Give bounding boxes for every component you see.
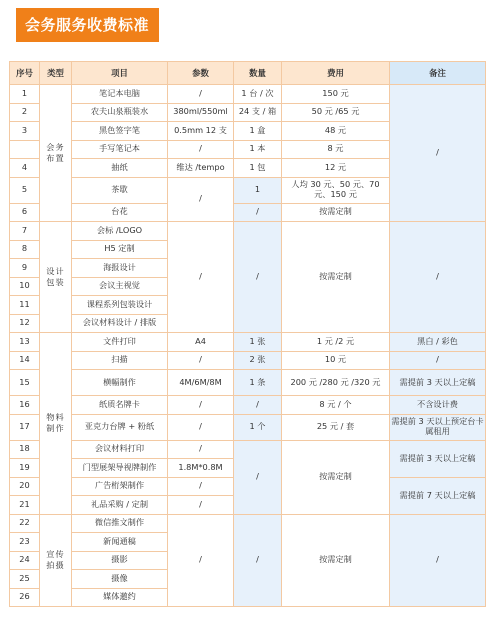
row-fee: 8 元 / 个 xyxy=(282,396,390,415)
table-row xyxy=(10,351,486,370)
row-note: / xyxy=(390,514,486,607)
row-item: 礼品采购 / 定制 xyxy=(72,496,168,515)
row-param: / xyxy=(168,222,234,333)
row-fee: 200 元 /280 元 /320 元 xyxy=(282,370,390,396)
table-row xyxy=(10,396,486,415)
table-header-row xyxy=(10,62,486,85)
row-no: 12 xyxy=(10,314,40,333)
row-item: 文件打印 xyxy=(72,333,168,352)
row-param: / xyxy=(168,351,234,370)
fee-table xyxy=(9,61,486,607)
row-fee: 8 元 xyxy=(282,140,390,159)
row-note: / xyxy=(390,351,486,370)
category-cell: 设计 包装 xyxy=(40,222,72,333)
row-param: 380ml/550ml xyxy=(168,103,234,122)
row-no: 2 xyxy=(10,103,40,122)
row-fee: 按需定制 xyxy=(282,440,390,514)
category-cell: 会务 布置 xyxy=(40,85,72,222)
row-item: 会标 /LOGO xyxy=(72,222,168,241)
row-qty: 1 台 / 次 xyxy=(234,85,282,104)
row-qty: 1 本 xyxy=(234,140,282,159)
row-no: 19 xyxy=(10,459,40,478)
row-item: 课程系列包装设计 xyxy=(72,296,168,315)
row-no xyxy=(10,140,40,159)
row-qty: / xyxy=(234,222,282,333)
row-no: 23 xyxy=(10,533,40,552)
row-item: 抽纸 xyxy=(72,159,168,178)
row-item: 台花 xyxy=(72,203,168,222)
row-no: 18 xyxy=(10,440,40,459)
row-qty: 1 xyxy=(234,177,282,203)
row-no: 4 xyxy=(10,159,40,178)
row-qty: 2 张 xyxy=(234,351,282,370)
row-qty: / xyxy=(234,514,282,607)
row-qty: / xyxy=(234,440,282,514)
category-cell: 物料 制作 xyxy=(40,333,72,515)
table-row xyxy=(10,222,486,241)
row-param: / xyxy=(168,414,234,440)
row-no: 14 xyxy=(10,351,40,370)
row-no: 5 xyxy=(10,177,40,203)
row-no: 11 xyxy=(10,296,40,315)
table-row xyxy=(10,85,486,104)
header-qty: 数量 xyxy=(234,62,282,85)
row-item: 摄影 xyxy=(72,551,168,570)
row-fee: 48 元 xyxy=(282,122,390,141)
table-row xyxy=(10,514,486,533)
row-qty: 1 盒 xyxy=(234,122,282,141)
row-qty: 1 包 xyxy=(234,159,282,178)
row-item: 会议材料打印 xyxy=(72,440,168,459)
row-fee: 按需定制 xyxy=(282,203,390,222)
row-item: 会议材料设计 / 排版 xyxy=(72,314,168,333)
row-item: 广告桁架制作 xyxy=(72,477,168,496)
row-param: / xyxy=(168,477,234,496)
row-no: 16 xyxy=(10,396,40,415)
row-item: H5 定制 xyxy=(72,240,168,259)
row-note: 需提前 3 天以上定稿 xyxy=(390,440,486,477)
row-item: 新闻通稿 xyxy=(72,533,168,552)
row-item: 微信推文制作 xyxy=(72,514,168,533)
row-no: 13 xyxy=(10,333,40,352)
row-item: 亚克力台牌 + 粉纸 xyxy=(72,414,168,440)
row-item: 海报设计 xyxy=(72,259,168,278)
row-no: 10 xyxy=(10,277,40,296)
page-title xyxy=(16,8,159,42)
row-item: 扫描 xyxy=(72,351,168,370)
row-no: 8 xyxy=(10,240,40,259)
table-row xyxy=(10,333,486,352)
row-item: 会议主视觉 xyxy=(72,277,168,296)
row-item: 摄像 xyxy=(72,570,168,589)
row-no: 20 xyxy=(10,477,40,496)
row-no: 25 xyxy=(10,570,40,589)
row-param: / xyxy=(168,440,234,459)
row-item: 门型展架导视牌制作 xyxy=(72,459,168,478)
row-no: 24 xyxy=(10,551,40,570)
row-item: 纸质名牌卡 xyxy=(72,396,168,415)
row-item: 笔记本电脑 xyxy=(72,85,168,104)
row-qty: 24 支 / 箱 xyxy=(234,103,282,122)
row-no: 6 xyxy=(10,203,40,222)
row-param: 1.8M*0.8M xyxy=(168,459,234,478)
table-row xyxy=(10,370,486,396)
row-fee: 12 元 xyxy=(282,159,390,178)
row-param: 0.5mm 12 支 xyxy=(168,122,234,141)
row-fee: 人均 30 元、50 元、70 元、150 元 xyxy=(282,177,390,203)
row-note: / xyxy=(390,222,486,333)
row-item: 茶歇 xyxy=(72,177,168,203)
header-note: 备注 xyxy=(390,62,486,85)
row-fee: 按需定制 xyxy=(282,514,390,607)
row-no: 26 xyxy=(10,588,40,607)
table-row xyxy=(10,414,486,440)
row-no: 1 xyxy=(10,85,40,104)
row-note: 需提前 7 天以上定稿 xyxy=(390,477,486,514)
row-note: / xyxy=(390,85,486,222)
row-item: 黑色签字笔 xyxy=(72,122,168,141)
header-fee: 费用 xyxy=(282,62,390,85)
row-fee: 按需定制 xyxy=(282,222,390,333)
row-param: / xyxy=(168,177,234,222)
header-type: 类型 xyxy=(40,62,72,85)
row-param: / xyxy=(168,496,234,515)
row-qty: / xyxy=(234,203,282,222)
row-param: / xyxy=(168,85,234,104)
row-param: 维达 /tempo xyxy=(168,159,234,178)
row-no: 22 xyxy=(10,514,40,533)
row-qty: / xyxy=(234,396,282,415)
row-no: 9 xyxy=(10,259,40,278)
row-no: 15 xyxy=(10,370,40,396)
row-fee: 50 元 /65 元 xyxy=(282,103,390,122)
row-fee: 150 元 xyxy=(282,85,390,104)
header-no: 序号 xyxy=(10,62,40,85)
header-param: 参数 xyxy=(168,62,234,85)
row-fee: 1 元 /2 元 xyxy=(282,333,390,352)
page-title-text: 会务服务收费标准 xyxy=(16,8,159,42)
header-item: 项目 xyxy=(72,62,168,85)
category-cell: 宣传 拍摄 xyxy=(40,514,72,607)
row-note: 需提前 3 天以上预定台卡属租用 xyxy=(390,414,486,440)
table-row xyxy=(10,440,486,459)
row-fee: 10 元 xyxy=(282,351,390,370)
row-item: 横幅制作 xyxy=(72,370,168,396)
row-param: / xyxy=(168,396,234,415)
row-note: 黑白 / 彩色 xyxy=(390,333,486,352)
title-pointer xyxy=(118,32,130,39)
row-qty: 1 条 xyxy=(234,370,282,396)
row-item: 媒体邀约 xyxy=(72,588,168,607)
row-param: / xyxy=(168,140,234,159)
row-qty: 1 张 xyxy=(234,333,282,352)
row-no: 7 xyxy=(10,222,40,241)
row-no: 21 xyxy=(10,496,40,515)
row-param: A4 xyxy=(168,333,234,352)
row-item: 农夫山泉瓶装水 xyxy=(72,103,168,122)
row-item: 手写笔记本 xyxy=(72,140,168,159)
row-no: 3 xyxy=(10,122,40,141)
row-param: / xyxy=(168,514,234,607)
row-fee: 25 元 / 套 xyxy=(282,414,390,440)
row-note: 需提前 3 天以上定稿 xyxy=(390,370,486,396)
row-note: 不含设计费 xyxy=(390,396,486,415)
row-param: 4M/6M/8M xyxy=(168,370,234,396)
row-no: 17 xyxy=(10,414,40,440)
row-qty: 1 个 xyxy=(234,414,282,440)
